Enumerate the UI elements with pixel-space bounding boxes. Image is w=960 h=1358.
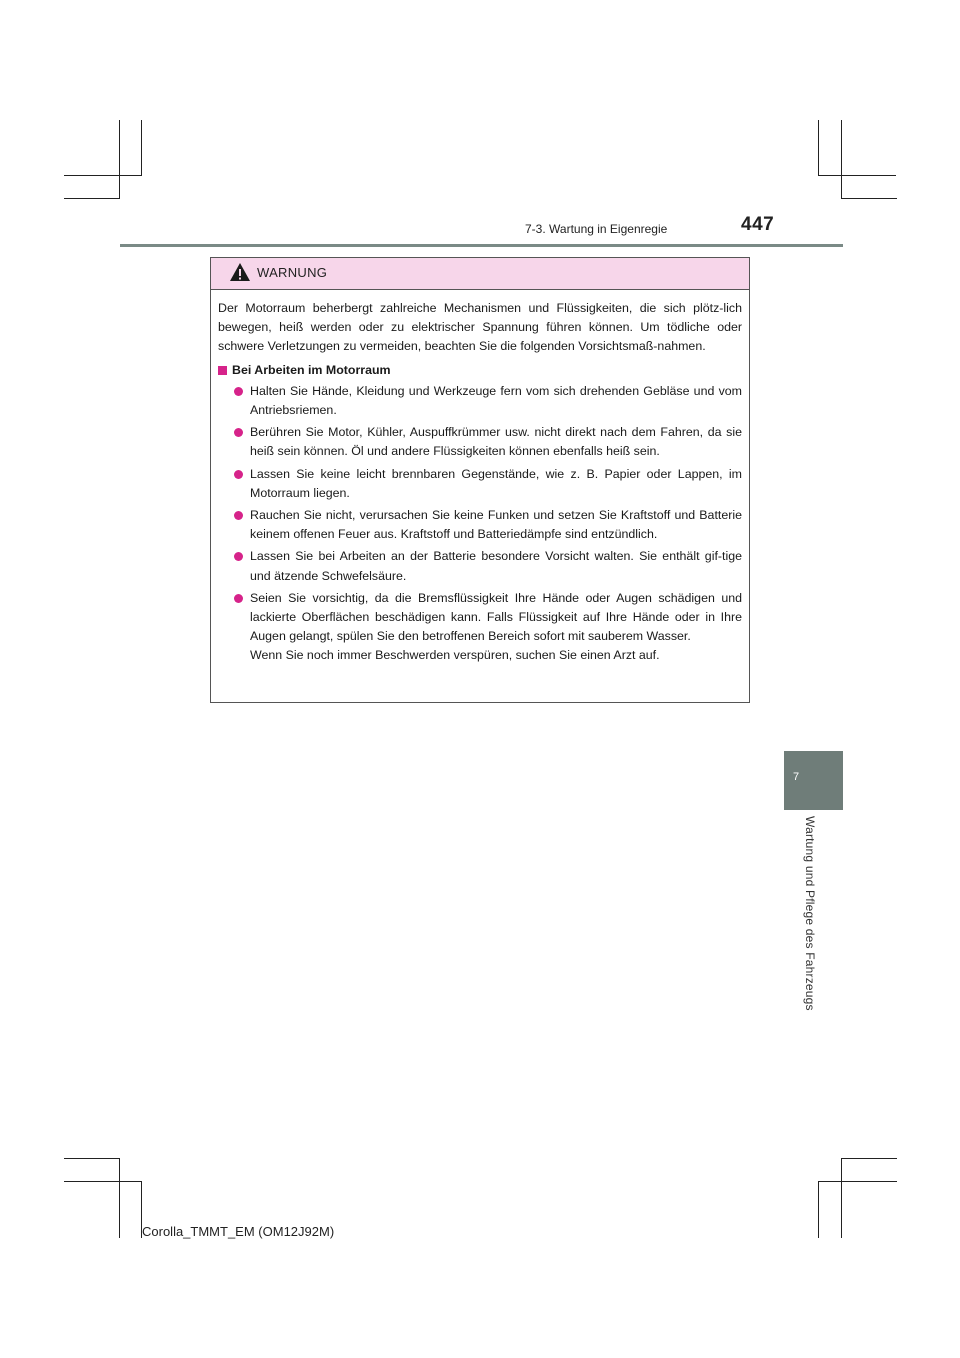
list-item-text: Berühren Sie Motor, Kühler, Auspuffkrümmer usw. nicht direkt nach dem Fahren, da sie heiß sein können. Öl und andere Flüssigkeiten können ebenfalls heiß sein. <box>250 425 742 459</box>
warning-intro: Der Motorraum beherbergt zahlreiche Mechanismen und Flüssigkeiten, die sich plötz-lich bewegen, heiß werden oder zu elektrischer Spannung führen können. Um tödliche oder schwere Verletzungen zu vermeiden, beachten Sie die folgenden Vorsichtsmaß-nahmen. <box>218 301 742 354</box>
crop-mark <box>64 198 120 199</box>
crop-mark <box>818 120 819 175</box>
circle-bullet-icon <box>234 594 243 603</box>
page-number: 447 <box>741 214 775 235</box>
list-item <box>226 423 742 461</box>
list-item-text: Halten Sie Hände, Kleidung und Werkzeuge fern vom sich drehenden Gebläse und vom Antriebsriemen. <box>250 383 742 418</box>
warning-box <box>210 257 750 703</box>
crop-mark <box>119 1158 120 1238</box>
crop-mark <box>64 175 142 176</box>
crop-mark <box>64 1181 142 1182</box>
circle-bullet-icon <box>234 428 243 437</box>
crop-mark <box>818 175 896 176</box>
warning-header <box>211 258 749 290</box>
header-divider <box>120 244 843 247</box>
warning-body <box>211 290 749 666</box>
circle-bullet-icon <box>234 552 243 561</box>
crop-mark <box>818 1181 897 1182</box>
chapter-number: 7 <box>792 771 800 783</box>
crop-mark <box>818 1181 819 1238</box>
chapter-label: Wartung und Pflege des Fahrzeugs <box>803 816 817 1011</box>
crop-mark <box>119 120 120 198</box>
list-item-text: Lassen Sie keine leicht brennbaren Gegenstände, wie z. B. Papier oder Lappen, im Motorraum liegen. <box>250 466 742 500</box>
subheading-text: Bei Arbeiten im Motorraum <box>232 362 391 377</box>
list-item <box>226 547 742 585</box>
section-title: 7-3. Wartung in Eigenregie <box>525 222 668 236</box>
crop-mark <box>841 1158 842 1238</box>
list-item-text: Lassen Sie bei Arbeiten an der Batterie besondere Vorsicht walten. Sie enthält gif-tige und ätzende Schwefelsäure. <box>250 549 742 583</box>
list-item-extra-text: Wenn Sie noch immer Beschwerden verspüren, suchen Sie einen Arzt auf. <box>250 648 660 663</box>
circle-bullet-icon <box>234 511 243 520</box>
crop-mark <box>841 198 897 199</box>
list-item-text: Seien Sie vorsichtig, da die Bremsflüssigkeit Ihre Hände oder Augen schädigen und lackierte Oberflächen beschädigen kann. Falls Flüssigkeit auf Ihre Hände oder in Ihre Augen gelangt, spülen Sie den betroffenen Bereich sofort mit sauberem Wasser. <box>250 590 742 644</box>
warning-subheading <box>218 361 742 380</box>
chapter-tab <box>784 751 843 810</box>
footer-model-code: Corolla_TMMT_EM (OM12J92M) <box>142 1224 335 1239</box>
list-item <box>226 465 742 503</box>
crop-mark <box>141 120 142 175</box>
warning-title: WARNUNG <box>257 265 328 280</box>
list-item <box>226 506 742 544</box>
warning-triangle-icon <box>229 262 251 282</box>
circle-bullet-icon <box>234 387 243 396</box>
list-item-text: Rauchen Sie nicht, verursachen Sie keine Funken und setzen Sie Kraftstoff und Batterie keinem offenen Feuer aus. Kraftstoff und Batteriedämpfe sind entzündlich. <box>250 508 742 542</box>
list-item <box>226 589 742 666</box>
square-bullet-icon <box>218 366 227 375</box>
circle-bullet-icon <box>234 470 243 479</box>
crop-mark <box>64 1158 120 1159</box>
crop-mark <box>841 120 842 198</box>
crop-mark <box>841 1158 897 1159</box>
list-item <box>226 382 742 420</box>
